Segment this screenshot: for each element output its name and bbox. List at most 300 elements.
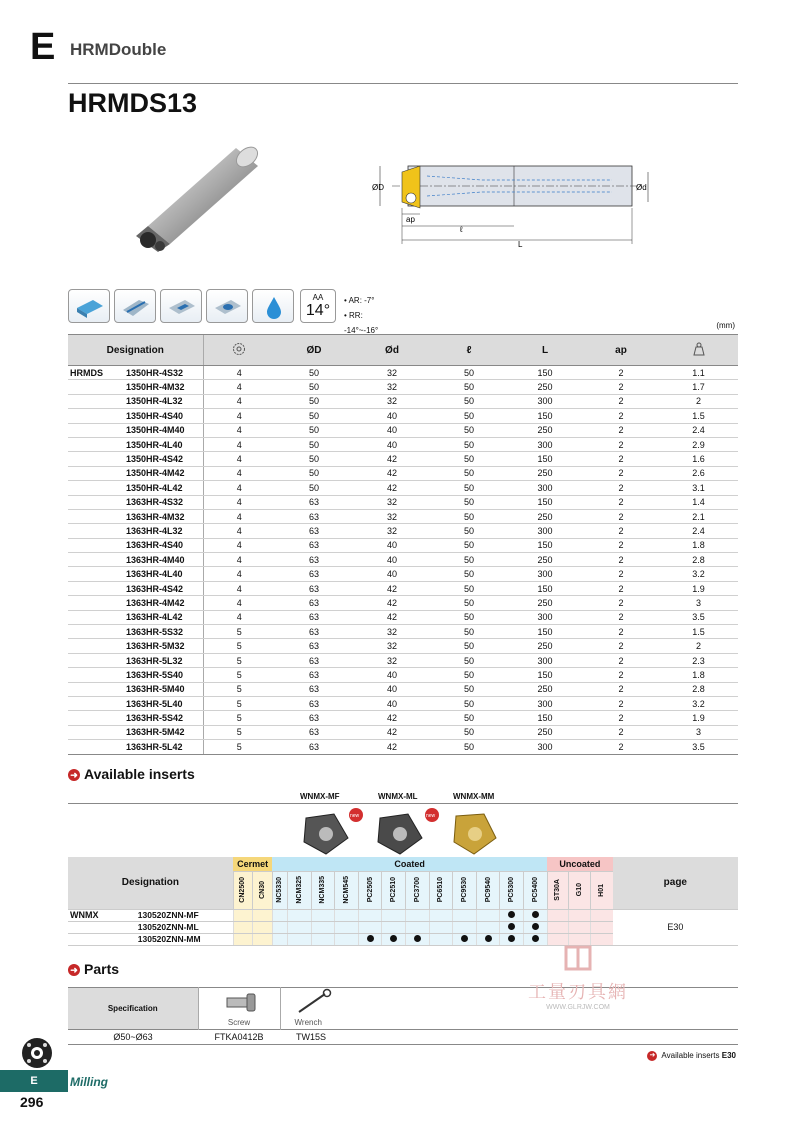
table-cell: 4 <box>203 423 275 437</box>
table-cell: 2 <box>583 668 659 682</box>
designation-prefix <box>68 668 124 682</box>
table-cell: 2 <box>583 625 659 639</box>
designation-code: 1363HR-5M40 <box>124 682 203 696</box>
table-cell: 3.2 <box>659 567 738 581</box>
table-row <box>68 668 738 682</box>
grade-cell <box>429 909 453 921</box>
parts-spec-label: Specification <box>68 988 198 1030</box>
screw-icon <box>219 988 259 1016</box>
table-cell: 2 <box>583 495 659 509</box>
designation-prefix <box>68 394 124 408</box>
grade-header: NCM545 <box>335 871 359 909</box>
group-cermet: Cermet <box>233 857 272 871</box>
designation-prefix <box>68 725 124 739</box>
table-cell: 2.1 <box>659 509 738 523</box>
designation-prefix <box>68 437 124 451</box>
col-L: L <box>507 335 583 366</box>
table-cell: 3.5 <box>659 740 738 754</box>
wrench-icon <box>295 988 335 1016</box>
arrow-icon: ➜ <box>647 1051 657 1061</box>
table-cell: 50 <box>275 481 353 495</box>
designation-prefix: HRMDS <box>68 366 124 380</box>
table-cell: 63 <box>275 653 353 667</box>
designation-code: 1363HR-4S40 <box>124 538 203 552</box>
table-cell: 1.5 <box>659 409 738 423</box>
table-cell: 63 <box>275 596 353 610</box>
table-cell: 50 <box>431 538 507 552</box>
table-cell: 42 <box>353 466 431 480</box>
tool-photo <box>118 140 268 255</box>
availability-dot <box>367 935 374 942</box>
table-cell: 40 <box>353 682 431 696</box>
table-cell: 50 <box>275 423 353 437</box>
table-cell: 300 <box>507 740 583 754</box>
grade-cell <box>311 921 335 933</box>
grade-header: PC2505 <box>358 871 382 909</box>
table-cell: 50 <box>431 581 507 595</box>
table-cell: 5 <box>203 725 275 739</box>
table-cell: 300 <box>507 394 583 408</box>
table-row <box>68 394 738 408</box>
table-cell: 50 <box>431 366 507 380</box>
availability-dot <box>508 911 515 918</box>
table-cell: 2 <box>659 394 738 408</box>
table-cell: 300 <box>507 696 583 710</box>
grade-cell <box>500 921 524 933</box>
table-cell: 150 <box>507 711 583 725</box>
table-cell: 150 <box>507 625 583 639</box>
table-cell: 2 <box>583 740 659 754</box>
table-cell: 42 <box>353 711 431 725</box>
parts-table <box>68 987 738 1045</box>
designation-code: 1363HR-5S42 <box>124 711 203 725</box>
grade-cell <box>405 909 429 921</box>
table-cell: 5 <box>203 625 275 639</box>
table-cell: 63 <box>275 740 353 754</box>
table-row <box>68 553 738 567</box>
table-cell: 32 <box>353 524 431 538</box>
table-cell: 1.7 <box>659 380 738 394</box>
table-cell: 3 <box>659 725 738 739</box>
table-cell: 63 <box>275 682 353 696</box>
table-cell: 1.8 <box>659 668 738 682</box>
header-rule <box>68 83 738 84</box>
section-tab[interactable]: E <box>0 1070 68 1092</box>
table-cell: 50 <box>431 567 507 581</box>
designation-code: 1350HR-4M42 <box>124 466 203 480</box>
table-cell: 40 <box>353 409 431 423</box>
table-cell: 2 <box>583 437 659 451</box>
grade-cell <box>476 933 500 945</box>
table-cell: 2 <box>583 409 659 423</box>
table-cell: 50 <box>431 423 507 437</box>
table-cell: 50 <box>431 625 507 639</box>
availability-dot <box>485 935 492 942</box>
table-cell: 50 <box>275 366 353 380</box>
grade-cell <box>590 921 613 933</box>
table-cell: 32 <box>353 625 431 639</box>
designation-prefix <box>68 639 124 653</box>
availability-dot <box>390 935 397 942</box>
col-weight <box>659 335 738 366</box>
weight-icon <box>691 342 707 356</box>
grade-cell <box>547 909 569 921</box>
table-cell: 50 <box>431 380 507 394</box>
table-cell: 2 <box>583 581 659 595</box>
arrow-icon: ➜ <box>68 769 80 781</box>
new-badge-mf: new <box>350 813 360 819</box>
table-cell: 4 <box>203 366 275 380</box>
designation-prefix <box>68 567 124 581</box>
designation-prefix <box>68 481 124 495</box>
grade-header: G10 <box>569 871 591 909</box>
table-cell: 2 <box>583 423 659 437</box>
grade-header: PC5300 <box>500 871 524 909</box>
table-cell: 5 <box>203 668 275 682</box>
designation-prefix <box>68 711 124 725</box>
grade-header: NCM325 <box>288 871 312 909</box>
table-cell: 4 <box>203 509 275 523</box>
table-cell: 5 <box>203 696 275 710</box>
designation-prefix <box>68 409 124 423</box>
group-coated: Coated <box>272 857 547 871</box>
table-row <box>68 509 738 523</box>
grade-cell <box>358 921 382 933</box>
table-cell: 1.4 <box>659 495 738 509</box>
table-cell: 300 <box>507 610 583 624</box>
col-ap: ap <box>583 335 659 366</box>
grade-cell <box>547 933 569 945</box>
table-cell: 3.5 <box>659 610 738 624</box>
table-cell: 4 <box>203 437 275 451</box>
grade-cell <box>382 933 406 945</box>
availability-dot <box>508 923 515 930</box>
table-cell: 2 <box>583 466 659 480</box>
availability-dot <box>532 923 539 930</box>
radial-rake: • RR: -14°~-16° <box>344 311 379 335</box>
table-cell: 1.9 <box>659 711 738 725</box>
insert-code: 130520ZNN-MM <box>138 933 233 945</box>
table-cell: 2.4 <box>659 524 738 538</box>
grade-cell <box>569 933 591 945</box>
grade-header: PC9530 <box>453 871 477 909</box>
table-cell: 40 <box>353 437 431 451</box>
table-row <box>68 696 738 710</box>
new-badge-ml: new <box>426 813 436 819</box>
availability-dot <box>532 911 539 918</box>
table-cell: 50 <box>431 466 507 480</box>
page-title: HRMDS13 <box>68 88 198 118</box>
table-cell: 50 <box>431 682 507 696</box>
table-cell: 50 <box>275 437 353 451</box>
table-row <box>68 711 738 725</box>
table-cell: 4 <box>203 567 275 581</box>
table-cell: 250 <box>507 466 583 480</box>
table-cell: 4 <box>203 596 275 610</box>
table-cell: 50 <box>431 481 507 495</box>
availability-dot <box>508 935 515 942</box>
grade-cell <box>500 909 524 921</box>
table-row <box>68 653 738 667</box>
grade-cell <box>253 909 272 921</box>
insert-name-mm: WNMX-MM <box>453 792 495 801</box>
designation-prefix <box>68 610 124 624</box>
table-cell: 50 <box>431 668 507 682</box>
watermark-logo-icon <box>558 945 598 973</box>
table-cell: 300 <box>507 653 583 667</box>
table-cell: 4 <box>203 553 275 567</box>
designation-code: 1363HR-5L40 <box>124 696 203 710</box>
col-l: ℓ <box>431 335 507 366</box>
group-uncoated: Uncoated <box>547 857 613 871</box>
grade-cell <box>453 921 477 933</box>
table-cell: 4 <box>203 581 275 595</box>
ap-label: ap <box>406 215 415 224</box>
designation-code: 1363HR-4S32 <box>124 495 203 509</box>
table-cell: 2 <box>583 452 659 466</box>
designation-code: 1350HR-4L32 <box>124 394 203 408</box>
table-cell: 150 <box>507 409 583 423</box>
table-cell: 1.9 <box>659 581 738 595</box>
grade-cell <box>569 921 591 933</box>
table-cell: 2 <box>583 553 659 567</box>
table-row <box>68 725 738 739</box>
grade-cell <box>288 909 312 921</box>
approach-angle: 14° <box>305 302 331 319</box>
grade-cell <box>429 921 453 933</box>
grade-cell <box>382 909 406 921</box>
table-row <box>68 639 738 653</box>
table-cell: 150 <box>507 668 583 682</box>
designation-prefix <box>68 509 124 523</box>
table-cell: 250 <box>507 509 583 523</box>
table-cell: 4 <box>203 466 275 480</box>
section-title: HRMDouble <box>70 40 167 59</box>
table-cell: 63 <box>275 567 353 581</box>
table-cell: 250 <box>507 725 583 739</box>
inserts-table <box>68 857 738 946</box>
grade-cell <box>358 933 382 945</box>
designation-prefix <box>68 538 124 552</box>
grade-header: PC6510 <box>429 871 453 909</box>
grade-cell <box>453 909 477 921</box>
table-cell: 4 <box>203 538 275 552</box>
table-cell: 50 <box>431 740 507 754</box>
table-cell: 250 <box>507 639 583 653</box>
table-row <box>68 495 738 509</box>
table-row <box>68 409 738 423</box>
wrench-label: Wrench <box>294 1018 322 1027</box>
grade-header: NC5330 <box>272 871 287 909</box>
table-cell: 2 <box>583 366 659 380</box>
table-cell: 32 <box>353 639 431 653</box>
axial-rake: • AR: -7° <box>344 296 375 305</box>
designation-code: 1350HR-4S42 <box>124 452 203 466</box>
grade-cell <box>272 933 287 945</box>
table-cell: 50 <box>431 696 507 710</box>
table-cell: 1.8 <box>659 538 738 552</box>
table-cell: 50 <box>431 409 507 423</box>
table-cell: 40 <box>353 553 431 567</box>
ins-col-page: page <box>613 857 738 909</box>
table-cell: 300 <box>507 481 583 495</box>
table-cell: 50 <box>431 553 507 567</box>
table-cell: 300 <box>507 567 583 581</box>
table-cell: 3.2 <box>659 696 738 710</box>
designation-prefix <box>68 380 124 394</box>
designation-code: 1350HR-4M40 <box>124 423 203 437</box>
designation-code: 1350HR-4M32 <box>124 380 203 394</box>
insert-images <box>298 808 498 856</box>
designation-prefix <box>68 696 124 710</box>
dimension-drawing <box>372 158 657 258</box>
coolant-icon <box>252 289 294 323</box>
grade-cell <box>590 909 613 921</box>
screw-code: FTKA0412B <box>214 1032 264 1042</box>
grade-header: H01 <box>590 871 613 909</box>
table-cell: 42 <box>353 740 431 754</box>
table-cell: 5 <box>203 740 275 754</box>
table-cell: 42 <box>353 596 431 610</box>
designation-code: 1363HR-5L32 <box>124 653 203 667</box>
grade-cell <box>500 933 524 945</box>
designation-code: 1350HR-4S40 <box>124 409 203 423</box>
table-cell: 2.9 <box>659 437 738 451</box>
table-row <box>68 538 738 552</box>
table-cell: 63 <box>275 495 353 509</box>
aa-label: AA <box>312 293 324 302</box>
table-row <box>68 366 738 380</box>
availability-dot <box>461 935 468 942</box>
grade-cell <box>272 909 287 921</box>
insert-page-ref[interactable]: E30 <box>613 909 738 945</box>
table-cell: 50 <box>431 596 507 610</box>
table-cell: 2 <box>583 509 659 523</box>
table-cell: 4 <box>203 380 275 394</box>
designation-prefix <box>68 596 124 610</box>
designation-code: 1363HR-4L32 <box>124 524 203 538</box>
insert-code: 130520ZNN-ML <box>138 921 233 933</box>
table-cell: 50 <box>431 509 507 523</box>
inserts-heading: ➜ Available inserts <box>68 766 195 782</box>
table-cell: 63 <box>275 581 353 595</box>
d-label: Ød <box>636 183 647 192</box>
table-cell: 150 <box>507 452 583 466</box>
table-cell: 250 <box>507 596 583 610</box>
grade-cell <box>335 921 359 933</box>
insert-name-ml: WNMX-ML <box>378 792 418 801</box>
grade-cell <box>476 921 500 933</box>
table-cell: 300 <box>507 437 583 451</box>
table-cell: 63 <box>275 725 353 739</box>
grade-header: PC2510 <box>382 871 406 909</box>
designation-prefix <box>68 466 124 480</box>
table-row <box>68 581 738 595</box>
ins-col-designation: Designation <box>68 857 233 909</box>
insert-prefix <box>68 921 138 933</box>
category-label: Milling <box>70 1075 108 1089</box>
designation-code: 1363HR-4L40 <box>124 567 203 581</box>
grade-cell <box>523 921 547 933</box>
col-teeth <box>203 335 275 366</box>
insert-name-mf: WNMX-MF <box>300 792 340 801</box>
grade-cell <box>253 933 272 945</box>
table-cell: 50 <box>431 653 507 667</box>
watermark: 工量刃具網 WWW.GLRJW.COM <box>528 945 628 1011</box>
table-cell: 63 <box>275 610 353 624</box>
table-cell: 5 <box>203 682 275 696</box>
table-cell: 4 <box>203 495 275 509</box>
grade-cell <box>233 921 252 933</box>
table-cell: 150 <box>507 581 583 595</box>
designation-prefix <box>68 682 124 696</box>
table-row <box>68 481 738 495</box>
table-cell: 2.8 <box>659 682 738 696</box>
designation-code: 1363HR-4S42 <box>124 581 203 595</box>
approach-angle-box <box>300 289 336 323</box>
designation-code: 1363HR-4M42 <box>124 596 203 610</box>
table-cell: 40 <box>353 668 431 682</box>
table-cell: 2 <box>583 725 659 739</box>
arrow-icon: ➜ <box>68 964 80 976</box>
designation-code: 1350HR-4L40 <box>124 437 203 451</box>
table-cell: 2 <box>583 394 659 408</box>
table-cell: 32 <box>353 509 431 523</box>
grade-cell <box>335 909 359 921</box>
table-cell: 2 <box>583 538 659 552</box>
table-cell: 2 <box>583 639 659 653</box>
table-cell: 32 <box>353 495 431 509</box>
table-cell: 63 <box>275 524 353 538</box>
table-cell: 50 <box>275 380 353 394</box>
table-cell: 2 <box>583 696 659 710</box>
table-cell: 1.1 <box>659 366 738 380</box>
table-cell: 42 <box>353 452 431 466</box>
designation-code: 1363HR-4M32 <box>124 509 203 523</box>
rake-angle-notes <box>344 293 378 338</box>
table-row <box>68 596 738 610</box>
table-cell: 3.1 <box>659 481 738 495</box>
table-cell: 63 <box>275 509 353 523</box>
grade-header: PC5400 <box>523 871 547 909</box>
table-cell: 4 <box>203 481 275 495</box>
available-inserts-ref[interactable]: ➜ Available inserts E30 <box>647 1051 736 1061</box>
table-cell: 2 <box>583 567 659 581</box>
grade-header: NCM335 <box>311 871 335 909</box>
grade-header: CN2500 <box>233 871 252 909</box>
table-cell: 1.6 <box>659 452 738 466</box>
grade-cell <box>311 933 335 945</box>
table-row <box>68 437 738 451</box>
table-cell: 250 <box>507 553 583 567</box>
grade-header: CN30 <box>253 871 272 909</box>
designation-code: 1363HR-5S40 <box>124 668 203 682</box>
table-cell: 2 <box>583 596 659 610</box>
unit-label: (mm) <box>716 321 735 330</box>
table-cell: 63 <box>275 639 353 653</box>
table-cell: 40 <box>353 567 431 581</box>
table-row <box>68 524 738 538</box>
table-cell: 5 <box>203 653 275 667</box>
table-cell: 42 <box>353 725 431 739</box>
grade-cell <box>569 909 591 921</box>
table-cell: 2.6 <box>659 466 738 480</box>
designation-code: 1363HR-4L42 <box>124 610 203 624</box>
designation-code: 1363HR-5M32 <box>124 639 203 653</box>
section-letter: E <box>30 26 56 68</box>
table-cell: 300 <box>507 524 583 538</box>
table-row <box>68 452 738 466</box>
